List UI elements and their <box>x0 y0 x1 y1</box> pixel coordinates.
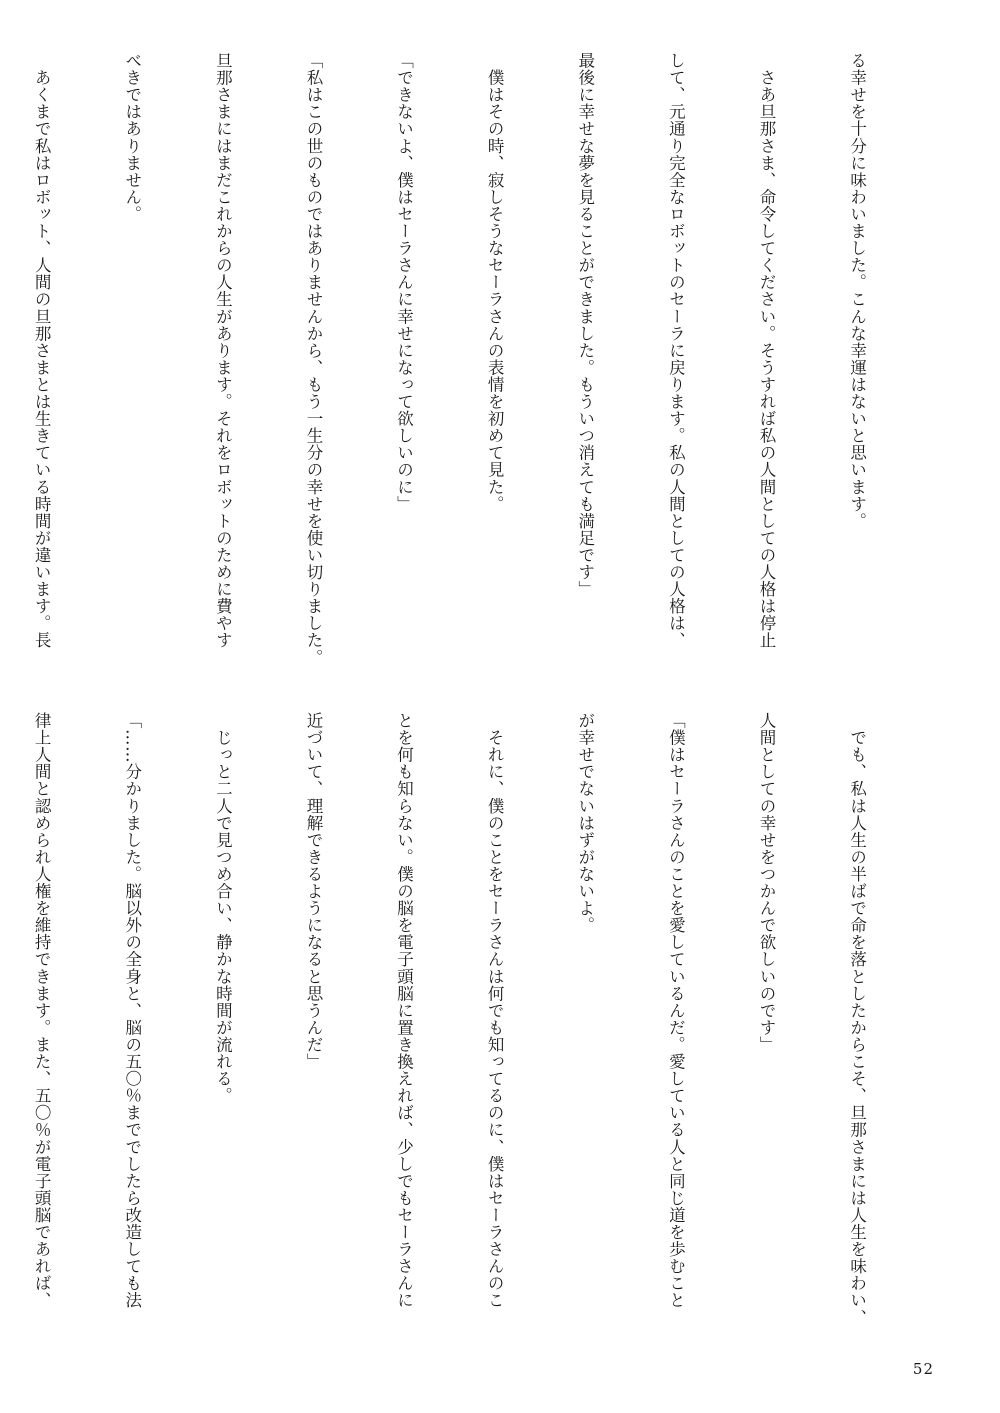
text-line: とを何も知らない。僕の脳を電子頭脳に置き換えれば、少しでもセーラさんに <box>394 712 414 1309</box>
text-line: あくまで私はロボット、人間の旦那さまとは生きている時間が違います。長 <box>32 52 52 649</box>
text-line: 近づいて、理解できるようになると思うんだ」 <box>303 712 323 1071</box>
text-block-bottom <box>0 712 932 1362</box>
text-line: さあ旦那さま、命令してください。そうすれば私の人間としての人格は停止 <box>756 52 776 649</box>
text-line: 「できないよ、僕はセーラさんに幸せになって欲しいのに」 <box>394 52 414 513</box>
page-number: 52 <box>912 1360 934 1378</box>
text-line: 最後に幸せな夢を見ることができました。もういつ消えても満足です」 <box>575 52 595 598</box>
text-line: る幸せを十分に味わいました。こんな幸運はないと思います。 <box>847 52 867 530</box>
text-line: それに、僕のことをセーラさんは何でも知ってるのに、僕はセーラさんのこ <box>485 712 505 1309</box>
text-line: べきではありません。 <box>122 52 142 223</box>
text-line: が幸せでないはずがないよ。 <box>575 712 595 934</box>
text-line: 旦那さまにはまだこれからの人生があります。それをロボットのために費やす <box>213 52 233 649</box>
text-block-top <box>0 52 932 702</box>
text-line: でも、私は人生の半ばで命を落としたからこそ、旦那さまには人生を味わい、 <box>847 712 867 1326</box>
text-line: 「私はこの世のものではありませんから、もう一生分の幸せを使い切りました。 <box>303 52 323 666</box>
text-line: して、元通り完全なロボットのセーラに戻ります。私の人間としての人格は、 <box>666 52 686 649</box>
text-line: 「……分かりました。脳以外の全身と、脳の五〇％まででしたら改造しても法 <box>122 712 142 1309</box>
text-line: じっと二人で見つめ合い、静かな時間が流れる。 <box>213 712 233 1105</box>
text-line: 律上人間と認められ人権を維持できます。また、五〇％が電子頭脳であれば、 <box>32 712 52 1309</box>
text-line: 「僕はセーラさんのことを愛しているんだ。愛している人と同じ道を歩むこと <box>666 712 686 1309</box>
text-line: 僕はその時、寂しそうなセーラさんの表情を初めて見た。 <box>485 52 505 513</box>
text-line: 人間としての幸せをつかんで欲しいのです」 <box>756 712 776 1053</box>
